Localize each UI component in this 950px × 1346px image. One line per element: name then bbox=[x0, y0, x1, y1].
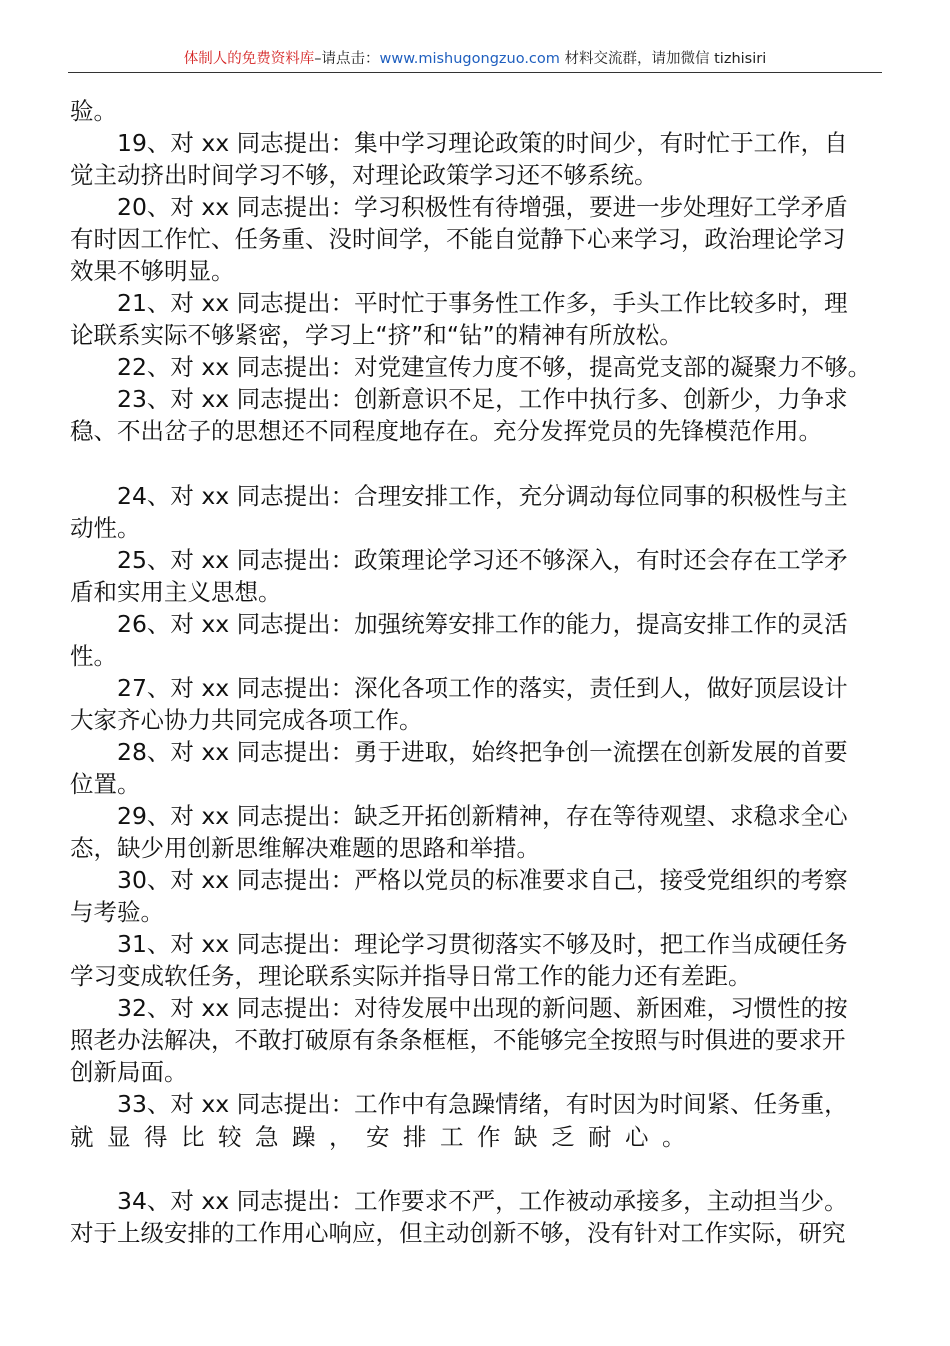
header-group-note: 材料交流群，请加微信 tizhisiri bbox=[559, 51, 767, 67]
text-line: 学习变成软任务，理论联系实际并指导日常工作的能力还有差距。 bbox=[70, 962, 752, 991]
paragraph-first-line: 33、对 xx 同志提出：工作中有急躁情绪，有时因为时间紧、任务重， bbox=[117, 1090, 848, 1119]
paragraph-first-line: 26、对 xx 同志提出：加强统筹安排工作的能力，提高安排工作的灵活 bbox=[117, 609, 848, 638]
page-header bbox=[68, 46, 882, 73]
text-line: 创新局面。 bbox=[70, 1058, 188, 1087]
paragraph-first-line: 28、对 xx 同志提出：勇于进取，始终把争创一流摆在创新发展的首要 bbox=[117, 737, 848, 766]
blank-line bbox=[70, 448, 880, 480]
text-line: 验。 bbox=[70, 97, 117, 125]
paragraph-first-line: 32、对 xx 同志提出：对待发展中出现的新问题、新困难，习惯性的按 bbox=[117, 994, 848, 1023]
blank-line bbox=[70, 1153, 880, 1185]
paragraph-first-line: 23、对 xx 同志提出：创新意识不足，工作中执行多、创新少，力争求 bbox=[117, 385, 848, 414]
paragraph-first-line: 19、对 xx 同志提出：集中学习理论政策的时间少，有时忙于工作，自 bbox=[117, 129, 848, 158]
text-line-justified: 就显得比较急躁，安排工作缺乏耐心。 bbox=[70, 1122, 699, 1151]
paragraph-first-line: 25、对 xx 同志提出：政策理论学习还不够深入，有时还会存在工学矛 bbox=[117, 545, 848, 574]
document-body bbox=[70, 95, 880, 1249]
text-line: 效果不够明显。 bbox=[70, 257, 235, 286]
text-line: 有时因工作忙、任务重、没时间学，不能自觉静下心来学习，政治理论学习 bbox=[70, 225, 846, 254]
paragraph-first-line: 29、对 xx 同志提出：缺乏开拓创新精神，存在等待观望、求稳求全心 bbox=[117, 802, 848, 831]
text-line: 位置。 bbox=[70, 769, 141, 798]
text-line: 性。 bbox=[70, 641, 117, 670]
paragraph-first-line: 24、对 xx 同志提出：合理安排工作，充分调动每位同事的积极性与主 bbox=[117, 481, 848, 510]
text-line: 觉主动挤出时间学习不够，对理论政策学习还不够系统。 bbox=[70, 161, 658, 190]
header-url-link[interactable]: www.mishugongzuo.com bbox=[379, 51, 560, 67]
paragraph-first-line: 30、对 xx 同志提出：严格以党员的标准要求自己，接受党组织的考察 bbox=[117, 866, 848, 895]
paragraph-first-line: 22、对 xx 同志提出：对党建宣传力度不够，提高党支部的凝聚力不够。 bbox=[117, 353, 872, 382]
text-line: 盾和实用主义思想。 bbox=[70, 577, 282, 606]
paragraph-first-line: 27、对 xx 同志提出：深化各项工作的落实，责任到人，做好顶层设计 bbox=[117, 673, 848, 702]
text-line: 对于上级安排的工作用心响应，但主动创新不够，没有针对工作实际，研究 bbox=[70, 1218, 846, 1247]
text-line: 稳、不出岔子的思想还不同程度地存在。充分发挥党员的先锋模范作用。 bbox=[70, 417, 822, 446]
paragraph-first-line: 31、对 xx 同志提出：理论学习贯彻落实不够及时，把工作当成硬任务 bbox=[117, 930, 848, 959]
text-line: 大家齐心协力共同完成各项工作。 bbox=[70, 705, 423, 734]
text-line: 动性。 bbox=[70, 513, 141, 542]
text-line: 态，缺少用创新思维解决难题的思路和举措。 bbox=[70, 834, 540, 863]
header-library-name: 体制人的免费资料库 bbox=[183, 51, 315, 67]
text-line: 照老办法解决，不敢打破原有条条框框，不能够完全按照与时俱进的要求开 bbox=[70, 1026, 846, 1055]
text-line: 与考验。 bbox=[70, 898, 164, 927]
header-click-prompt: –请点击： bbox=[314, 51, 380, 67]
paragraph-first-line: 21、对 xx 同志提出：平时忙于事务性工作多，手头工作比较多时，理 bbox=[117, 289, 848, 318]
text-line: 论联系实际不够紧密，学习上“挤”和“钻”的精神有所放松。 bbox=[70, 321, 683, 350]
paragraph-first-line: 34、对 xx 同志提出：工作要求不严，工作被动承接多，主动担当少。 bbox=[117, 1186, 848, 1215]
paragraph-first-line: 20、对 xx 同志提出：学习积极性有待增强，要进一步处理好工学矛盾 bbox=[117, 193, 848, 222]
